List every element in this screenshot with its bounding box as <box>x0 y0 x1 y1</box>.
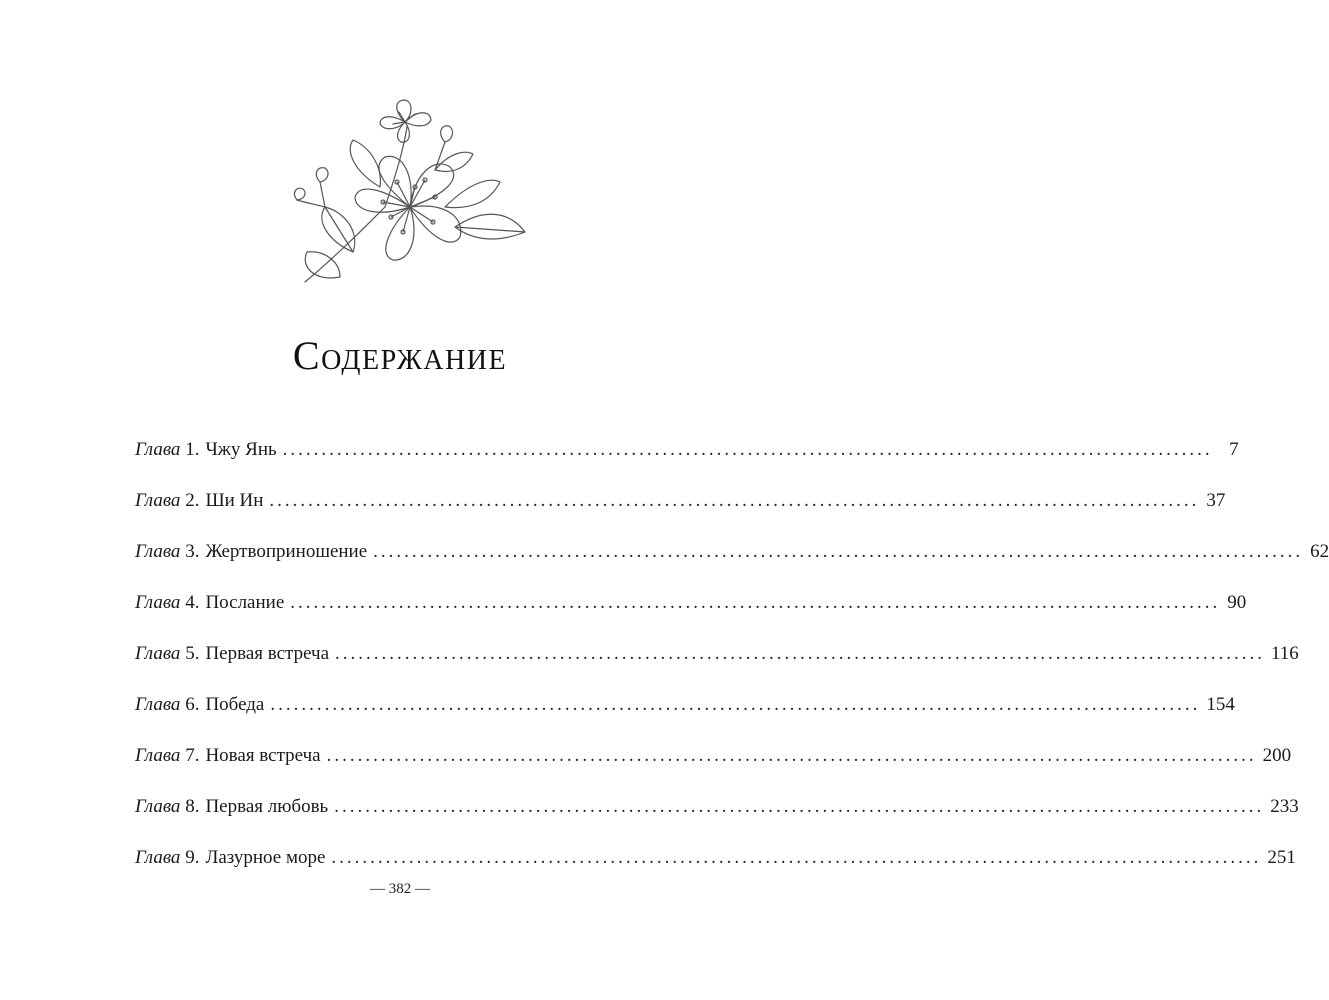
chapter-number: 2. <box>185 490 200 511</box>
chapter-title: Первая любовь <box>205 796 329 817</box>
chapter-number: 7. <box>185 745 200 766</box>
dot-leader: ........................................................................................................................ <box>326 745 1257 766</box>
dot-leader: ........................................................................................................................ <box>270 694 1201 715</box>
chapter-number: 9. <box>185 847 200 868</box>
blossom-illustration <box>285 92 535 292</box>
page-number: 233 <box>1270 796 1299 817</box>
chapter-number: 3. <box>185 541 200 562</box>
toc-entry[interactable] <box>135 437 1239 488</box>
dot-leader: ........................................................................................................................ <box>335 643 1266 664</box>
chapter-word: Глава <box>135 592 181 613</box>
chapter-word: Глава <box>135 694 181 715</box>
page-number: 90 <box>1227 592 1247 613</box>
toc-entry[interactable] <box>135 692 1235 743</box>
chapter-word: Глава <box>135 541 181 562</box>
dot-leader: ........................................................................................................................ <box>269 490 1200 511</box>
chapter-word: Глава <box>135 490 181 511</box>
chapter-number: 1. <box>185 439 200 460</box>
dot-leader: ........................................................................................................................ <box>282 439 1213 460</box>
page-number: 251 <box>1267 847 1296 868</box>
chapter-number: 8. <box>185 796 200 817</box>
page-number: 37 <box>1206 490 1226 511</box>
blossom-icon <box>285 92 535 292</box>
chapter-title: Новая встреча <box>205 745 321 766</box>
chapter-word: Глава <box>135 796 181 817</box>
page-folio: — 382 — <box>370 881 430 897</box>
page-number: 62 <box>1310 541 1329 562</box>
chapter-word: Глава <box>135 847 181 868</box>
chapter-title: Послание <box>205 592 285 613</box>
page-number: 116 <box>1271 643 1299 664</box>
page-number: 200 <box>1262 745 1292 766</box>
toc-entry[interactable] <box>135 488 1226 539</box>
chapter-title: Лазурное море <box>205 847 326 868</box>
chapter-word: Глава <box>135 643 181 664</box>
chapter-number: 5. <box>185 643 200 664</box>
toc-entry[interactable] <box>135 743 1292 794</box>
chapter-number: 6. <box>185 694 200 715</box>
chapter-word: Глава <box>135 745 181 766</box>
dot-leader: ........................................................................................................................ <box>331 847 1262 868</box>
dot-leader: ........................................................................................................................ <box>334 796 1265 817</box>
chapter-number: 4. <box>185 592 200 613</box>
dot-leader: ........................................................................................................................ <box>373 541 1304 562</box>
chapter-word: Глава <box>135 439 181 460</box>
toc-entry[interactable] <box>135 794 1299 845</box>
chapter-title: Жертвоприношение <box>205 541 368 562</box>
page-number: 154 <box>1206 694 1235 715</box>
chapter-title: Чжу Янь <box>205 439 277 460</box>
chapter-title: Первая встреча <box>205 643 330 664</box>
chapter-title: Победа <box>205 694 265 715</box>
table-of-contents <box>135 437 1329 896</box>
page-number: 7 <box>1229 439 1239 460</box>
toc-entry[interactable] <box>135 590 1247 641</box>
toc-entry[interactable] <box>135 641 1299 692</box>
chapter-title: Ши Ин <box>205 490 264 511</box>
page-title: Содержание <box>292 333 508 378</box>
toc-entry[interactable] <box>135 539 1329 590</box>
dot-leader: ........................................................................................................................ <box>290 592 1221 613</box>
